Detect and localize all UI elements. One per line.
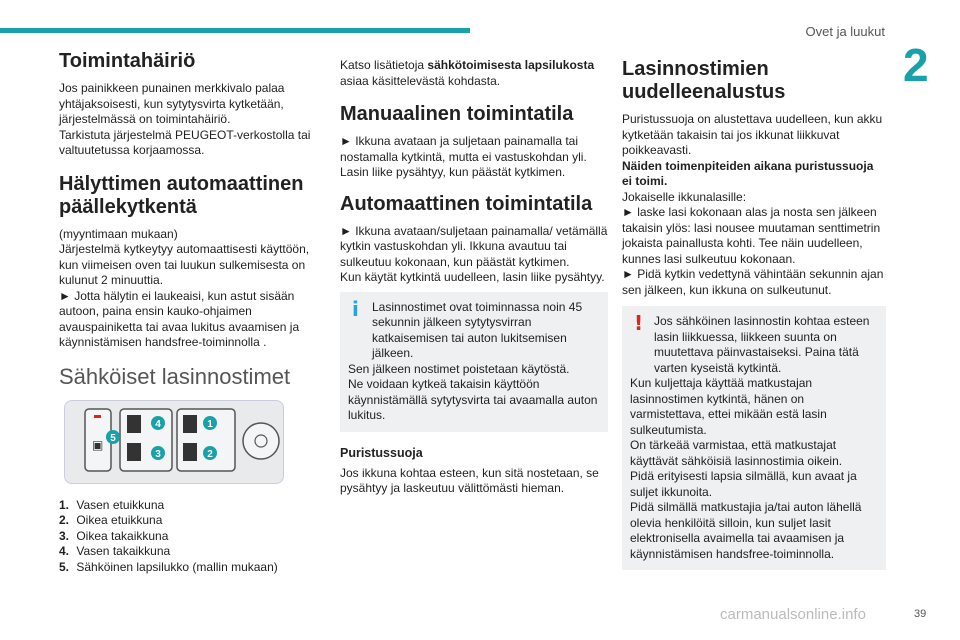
- heading-power-windows: Sähköiset lasinnostimet: [59, 363, 291, 389]
- column-1: [59, 50, 321, 575]
- column-2: [340, 58, 608, 501]
- alarm-text-3: ► Jotta hälytin ei laukeaisi, kun astut sisään autoon, paina ensin kauko-ohjaimen avauspainiketta tai avaa lukitus avaamisen ja käynnistämisen handsfree-toiminnolla .: [59, 288, 300, 349]
- heading-pinch-protection: Puristussuoja: [340, 445, 423, 460]
- badge-1-label: 1: [207, 418, 213, 430]
- list-item: 4. Vasen takaikkuna: [59, 544, 171, 558]
- window-switch-list: [59, 498, 321, 576]
- malfunction-text: Jos painikkeen punainen merkkivalo palaa yhtäjaksoisesti, kun sytytysvirta kytketään, järjestelmässä on toimintahäiriö.: [59, 81, 285, 126]
- column-3: [622, 58, 886, 580]
- warning-icon: !: [634, 311, 644, 335]
- auto-mode-text-2: Kun käytät kytkintä uudelleen, lasin liike pysähtyy.: [340, 270, 605, 284]
- child-lock-reference: Katso lisätietoja sähkötoimisesta lapsilukosta asiaa käsittelevästä kohdasta.: [340, 58, 595, 88]
- badge-3-label: 3: [155, 448, 161, 460]
- front-right-switch: [183, 443, 197, 461]
- section-title: Ovet ja luukut: [805, 24, 885, 39]
- reset-text-2: Jokaiselle ikkunalasille:: [622, 189, 747, 204]
- reset-text-4: ► Pidä kytkin vedettynä vähintään sekunnin ajan sen jälkeen, kun ikkuna on sulkeutunut.: [622, 267, 884, 297]
- malfunction-text-2: Tarkistuta järjestelmä PEUGEOT-verkostolla tai valtuutetussa korjaamossa.: [59, 127, 311, 157]
- info-box: i Lasinnostimet ovat toiminnassa noin 45 sekunnin jälkeen sytytysvirran katkaisemisen tai auton lukitsemisen jälkeen. Sen jälkeen nostimet poistetaan käytöstä. Ne voidaan kytkeä takaisin käyttöön käynnistämällä sytytysvirta tai avaamalla auton lukitus.: [340, 292, 608, 432]
- rear-left-switch: [127, 415, 141, 433]
- front-left-switch: [183, 415, 197, 433]
- manual-mode-text: ► Ikkuna avataan ja suljetaan painamalla tai nostamalla kytkintä, mutta ei vastuskohdan yli. Lasin liike pysähtyy, kun päästät kytkimen.: [340, 134, 587, 179]
- heading-malfunction: Toimintahäiriö: [59, 50, 196, 72]
- pinch-protection-text: Jos ikkuna kohtaa esteen, kun sitä nostetaan, se pysähtyy ja laskeutuu välittömästi hieman.: [340, 465, 599, 495]
- mirror-control: [243, 423, 279, 459]
- heading-manual-mode: Manuaalinen toimintatila: [340, 103, 574, 125]
- list-item: 1. Vasen etuikkuna: [59, 497, 165, 512]
- badge-4-label: 4: [155, 418, 161, 430]
- reset-text-bold: Näiden toimenpiteiden aikana puristussuoja ei toimi.: [622, 158, 874, 188]
- heading-alarm: Hälyttimen automaattinen päällekytkentä: [59, 172, 304, 218]
- child-lock-led: [94, 415, 101, 418]
- page-number: 39: [914, 608, 927, 620]
- alarm-text-1: (myyntimaan mukaan): [59, 226, 178, 241]
- header-accent-bar: [0, 28, 470, 33]
- list-item: 3. Oikea takaikkuna: [59, 528, 169, 543]
- list-item: 2. Oikea etuikkuna: [59, 513, 163, 527]
- auto-mode-text: ► Ikkuna avataan/suljetaan painamalla/ vetämällä kytkin vastuskohdan yli. Ikkuna avautuu tai sulkeutuu kokonaan, kun päästät kytkimen.: [340, 223, 608, 269]
- rear-right-switch: [127, 443, 141, 461]
- heading-reinitialisation: Lasinnostimien uudelleenalustus: [622, 58, 786, 103]
- badge-2-label: 2: [207, 448, 213, 460]
- reset-text-1: Puristussuoja on alustettava uudelleen, kun akku kytketään takaisin tai jos ikkunat liikkuvat poikkeavasti.: [622, 112, 883, 157]
- badge-5-label: 5: [110, 432, 116, 444]
- alarm-text-2: Järjestelmä kytkeytyy automaattisesti käyttöön, kun viimeisen oven tai luukun sulkemisesta on kulunut 2 minuuttia.: [59, 242, 310, 287]
- chapter-number: 2: [903, 39, 929, 91]
- switch-panel-svg: [65, 401, 283, 483]
- heading-auto-mode: Automaattinen toimintatila: [340, 192, 593, 215]
- svg-text:▣: ▣: [92, 437, 104, 452]
- window-switch-panel-illustration: [64, 400, 284, 484]
- warning-box: ! Jos sähköinen lasinnostin kohtaa esteen lasin liikkuessa, liikkeen suunta on muutettava päinvastaiseksi. Paina tätä varten kyseistä kytkintä. Kun kuljettaja käyttää matkustajan lasinnostimen kytkintä, hänen on varmistettava, ettei mikään estä lasin sulkeutumista. On tärkeää varmistaa, että matkustajat käyttävät sähköisiä lasinnostimia oikein. Pidä erityisesti lapsia silmällä, kun avaat ja suljet ikkunoita. Pidä silmällä matkustajia ja/tai auton lähellä olevia henkilöitä silloin, kun suljet lasit elektronisella avaimella tai avaamisen ja käynnistämisen handsfree-toiminnolla.: [622, 306, 886, 570]
- reset-text-3: ► laske lasi kokonaan alas ja nosta sen jälkeen takaisin ylös: lasi nousee muutaman senttimetrin jokaista painallusta kohti. Tee näin uudelleen, kunnes lasi sulkeutuu kokonaan.: [622, 205, 881, 266]
- list-item: 5. Sähköinen lapsilukko (mallin mukaan): [59, 559, 278, 574]
- watermark: carmanualsonline.info: [720, 606, 866, 623]
- info-icon: i: [352, 296, 359, 321]
